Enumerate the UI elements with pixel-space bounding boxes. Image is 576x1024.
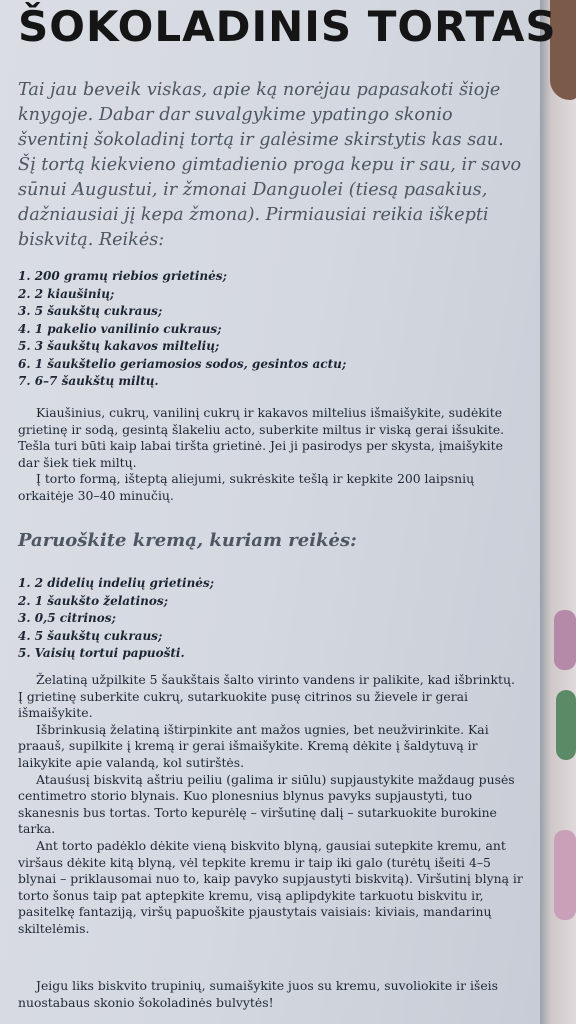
list-item: 1. 200 gramų riebios grietinės; [18,269,227,283]
paragraph: Ant torto padėklo dėkite vieną biskvito blyną, gausiai sutepkite kremu, ant viršaus dėkite kitą blyną, vėl tepkite kremu ir taip iki galo (turėtų išeiti 4–5 blynai – priklausomai nuo to, kaip pavyko supjaustyti biskvitą). Viršutinį blyną ir torto šonus taip pat aptepkite kremu, visą aplipdykite tarkuotu biskvitu ir, pasitelkę fantaziją, viršų papuoškite pjaustytais vaisiais: kiviais, mandarinų skiltelėmis. [18,837,523,936]
adjacent-page-photo [540,0,576,1024]
biscuit-ingredients-list [18,268,346,391]
recipe-title: ŠOKOLADINIS TORTAS [18,2,557,51]
list-item: 3. 0,5 citrinos; [18,611,116,625]
list-item: 2. 1 šaukšto želatinos; [18,593,169,608]
list-item: 7. 6–7 šaukštų miltų. [18,374,159,388]
list-item: 4. 5 šaukštų cukraus; [18,628,163,643]
cream-ingredients-list [18,575,214,663]
closing-note [18,978,513,1011]
list-item: 5. 3 šaukštų kakavos miltelių; [18,339,220,353]
list-item: 2. 2 kiaušinių; [18,286,115,301]
list-item: 5. Vaisių tortui papuošti. [18,646,185,660]
paragraph: Į torto formą, išteptą aliejumi, sukrėskite tešlą ir kepkite 200 laipsnių orkaitėje 30–40 minučių. [18,471,475,503]
list-item: 3. 5 šaukštų cukraus; [18,304,163,318]
biscuit-instructions [18,405,513,505]
photo-fragment [554,610,576,670]
list-item: 1. 2 didelių indelių grietinės; [18,576,215,590]
list-item: 4. 1 pakelio vanilinio cukraus; [18,321,222,336]
intro-paragraph: Tai jau beveik viskas, apie ką norėjau papasakoti šioje knygoje. Dabar dar suvalgykime ypatingo skonio šventinį šokoladinį tortą ir galėsime skirstytis kas sau. Šį tortą kiekvieno gimtadienio proga kepu ir sau, ir savo sūnui Augustui, ir žmonai Danguolei (tiesą pasakius, dažniausiai jį kepa žmona). Pirmiausiai reikia iškepti biskvitą. Reikės: [18,80,522,250]
list-item: 6. 1 šaukštelio geriamosios sodos, gesintos actu; [18,356,347,371]
cream-instructions [18,672,523,938]
paragraph: Išbrinkusią želatiną ištirpinkite ant mažos ugnies, bet neužvirinkite. Kai praauš, supilkite į kremą ir gerai išmaišykite. Kremą dėkite į šaldytuvą ir laikykite apie valandą, kol sutirštės. [18,721,489,770]
paragraph: Kiaušinius, cukrų, vanilinį cukrų ir kakavos miltelius išmaišykite, sudėkite grietinę ir sodą, gesintą šlakeliu acto, suberkite miltus ir viską gerai išsukite. Tešla turi būti kaip labai tiršta grietinė. Jei ji pasirodys per skysta, įmaišykite dar šiek tiek miltų. [18,405,505,470]
photo-fragment [556,690,576,760]
photo-fragment [554,830,576,920]
cream-subtitle: Paruoškite kremą, kuriam reikės: [18,530,357,551]
paragraph: Jeigu liks biskvito trupinių, sumaišykite juos su kremu, suvoliokite ir išeis nuostabaus skonio šokoladinės bulvytės! [18,978,498,1010]
paragraph: Atauśusį biskvitą aštriu peiliu (galima ir siūlu) supjaustykite maždaug pusės centimetro storio blynais. Kuo plonesnius blynus pavyks supjaustyti, tuo skanesnis bus tortas. Torto kepurėlę – viršutinę dalį – sutarkuokite burokine tarka. [18,771,515,837]
paragraph: Želatiną užpilkite 5 šaukštais šalto virinto vandens ir palikite, kad išbrinktų. Į grietinę suberkite cukrų, sutarkuokite pusę citrinos su žievele ir gerai išmaišykite. [18,672,515,721]
